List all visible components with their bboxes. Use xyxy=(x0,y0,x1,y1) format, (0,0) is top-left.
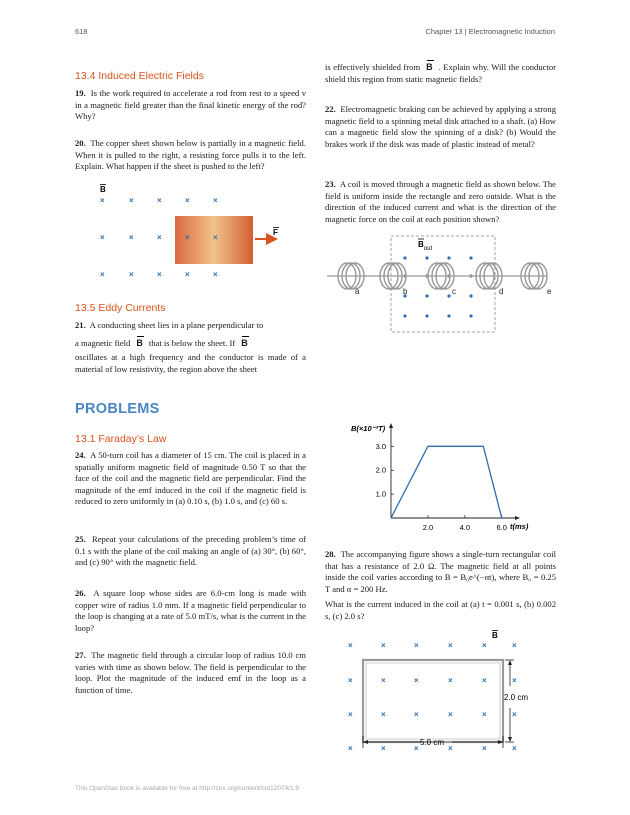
width-label: 5.0 cm xyxy=(420,738,445,747)
q21-line2b: that is below the sheet. If xyxy=(148,337,236,348)
chart-y-label: B(×10⁻³T) xyxy=(351,424,386,433)
field-x-mark: × xyxy=(381,710,386,719)
page-number: 618 xyxy=(75,27,88,36)
svg-text:×: × xyxy=(185,196,190,205)
svg-text:×: × xyxy=(213,233,218,242)
field-region xyxy=(391,236,495,332)
field-x-mark: × xyxy=(482,641,487,650)
q27-text: The magnetic field through a circular loop of radius 10.0 cm varies with time as shown below. The field is perpendicular to the loop. Plot the magnitude of the induced emf in the loop as a function of time. xyxy=(75,650,306,695)
question-21 xyxy=(75,320,306,375)
q25-text: Repeat your calculations of the preceding problem’s time of 0.1 s with the plane of the coil making an angle of (a) 30°, (b) 60°, and (c) 90° with the magnetic field. xyxy=(75,534,306,568)
svg-text:×: × xyxy=(157,270,162,279)
label-e: e xyxy=(547,287,552,296)
q24-number: 24. xyxy=(75,450,86,460)
field-x-mark: × xyxy=(512,744,517,753)
q25-number: 25. xyxy=(75,534,86,544)
q19-number: 19. xyxy=(75,88,86,98)
coil-field-figure xyxy=(325,234,560,334)
svg-text:×: × xyxy=(129,270,134,279)
q21-cont-a: is effectively shielded from xyxy=(325,62,421,72)
rect-coil-figure xyxy=(340,628,540,754)
question-21-continued xyxy=(325,62,556,85)
question-24 xyxy=(75,450,306,508)
svg-text:×: × xyxy=(185,270,190,279)
field-x-mark: × xyxy=(448,710,453,719)
question-22 xyxy=(325,104,556,150)
q21-line2a: a magnetic field xyxy=(75,337,131,348)
field-x-mark: × xyxy=(348,744,353,753)
q23-text: A coil is moved through a magnetic field as shown below. The field is uniform inside the rectangle and zero outside. What is the direction of the induced current and what is the direction of the magnetic force on the coil at each position shown? xyxy=(325,179,556,224)
svg-text:×: × xyxy=(185,233,190,242)
svg-text:×: × xyxy=(129,233,134,242)
q20-text: The copper sheet shown below is partially in a magnetic field. When it is pulled to the right, a resisting force pulls it to the left. Explain. What happen if the sheet is pushed to the left? xyxy=(75,138,306,172)
field-x-mark: × xyxy=(381,744,386,753)
label-a: a xyxy=(355,287,360,296)
field-x-mark: × xyxy=(348,710,353,719)
y-axis-arrow xyxy=(389,423,393,428)
section-13-5-heading: 13.5 Eddy Currents xyxy=(75,302,166,314)
question-27 xyxy=(75,650,306,696)
question-20 xyxy=(75,138,306,173)
label-b: b xyxy=(403,287,408,296)
q27-number: 27. xyxy=(75,650,86,660)
svg-text:×: × xyxy=(100,196,105,205)
field-x-mark: × xyxy=(381,676,386,685)
b-out-label: $B_{out}$ xyxy=(418,240,433,252)
problems-title: PROBLEMS xyxy=(75,401,160,417)
question-19 xyxy=(75,88,306,123)
field-x-mark: × xyxy=(512,641,517,650)
field-x-mark: × xyxy=(482,744,487,753)
field-x-mark: × xyxy=(348,641,353,650)
y-tick-label: 2.0 xyxy=(375,465,386,475)
q21-cont-b: . Explain why. Will the conductor shield this region from static magnetic fields? xyxy=(325,62,556,84)
chapter-title: Chapter 13 | Electromagnetic Induction xyxy=(425,27,555,36)
b-vector: B xyxy=(136,337,143,348)
field-x-mark: × xyxy=(512,676,517,685)
b-vector: B xyxy=(241,337,248,348)
q28-text-1: The accompanying figure shows a single-turn rectangular coil that has a resistance of 2.0 Ω. The magnetic field at all points inside the coil varies according to B = B₀e^(−αt), where B₀ = 0.25 T and α = 200 Hz. xyxy=(325,549,556,594)
label-c: c xyxy=(452,287,456,296)
field-x-mark: × xyxy=(482,676,487,685)
q26-text: A square loop whose sides are 6.0-cm long is made with copper wire of radius 1.0 mm. If a magnetic field perpendicular to the loop is changing at a rate of 5.0 mT/s, what is the current in the loop? xyxy=(75,588,307,633)
section-13-4-heading: 13.4 Induced Electric Fields xyxy=(75,70,204,82)
q22-text: Electromagnetic braking can be achieved by applying a strong magnetic field to a spinning metal disk attached to a shaft. (a) How can a magnetic field slow the spinning of a disk? (b) Would the brakes work if the disk was made of plastic instead of metal? xyxy=(325,104,557,149)
field-dots xyxy=(403,256,472,317)
field-x-mark: × xyxy=(414,641,419,650)
question-28 xyxy=(325,549,556,623)
b-field-label: B xyxy=(100,185,106,194)
y-tick-label: 1.0 xyxy=(375,489,386,499)
q24-text: A 50-turn coil has a diameter of 15 cm. The coil is placed in a spatially uniform magnetic field of magnitude 0.50 T so that the face of the coil and the magnetic field are perpendicular. Find the magnitude of the emf induced in the coil if the magnetic field is reduced to zero uniformly in (a) 0.10 s, (b) 1.0 s, and (c) 60 s. xyxy=(75,450,306,507)
footer-text: This OpenStax book is available for free at http://cnx.org/content/col12074/1.9 xyxy=(75,785,300,792)
chart-x-label: t(ms) xyxy=(510,522,529,531)
field-x-mark: × xyxy=(512,710,517,719)
q21-line1: A conducting sheet lies in a plane perpendicular to xyxy=(89,320,264,330)
x-tick-label: 4.0 xyxy=(459,523,471,532)
field-marks xyxy=(348,641,517,753)
svg-text:×: × xyxy=(213,270,218,279)
q26-number: 26. xyxy=(75,588,86,598)
q22-number: 22. xyxy=(325,104,336,114)
svg-text:×: × xyxy=(157,196,162,205)
field-x-mark: × xyxy=(482,710,487,719)
y-tick-label: 3.0 xyxy=(375,441,386,451)
question-25 xyxy=(75,534,306,569)
q23-number: 23. xyxy=(325,179,336,189)
label-d: d xyxy=(499,287,504,296)
x-tick-label: 2.0 xyxy=(422,523,434,532)
x-axis-arrow xyxy=(515,516,520,520)
question-26 xyxy=(75,588,306,634)
q20-number: 20. xyxy=(75,138,86,148)
svg-text:×: × xyxy=(129,196,134,205)
q21-number: 21. xyxy=(75,320,86,330)
q19-text: Is the work required to accelerate a rod from rest to a speed v in a magnetic field greater than the final kinetic energy of the rod? Why? xyxy=(75,88,306,122)
svg-text:×: × xyxy=(100,270,105,279)
coil-rectangle xyxy=(363,660,503,742)
b-vs-t-chart xyxy=(335,418,545,540)
q21-rest: oscillates at a high frequency and the conductor is made of a material of low resistivity, the region above the sheet xyxy=(75,352,306,374)
q28-text-2: What is the current induced in the coil at (a) t = 0.001 s, (b) 0.002 s, (c) 2.0 s? xyxy=(325,599,556,621)
field-x-mark: × xyxy=(448,744,453,753)
section-13-1-heading: 13.1 Faraday’s Law xyxy=(75,433,167,445)
svg-text:×: × xyxy=(213,196,218,205)
field-x-mark: × xyxy=(448,676,453,685)
copper-sheet-figure xyxy=(92,183,292,283)
chart-series-line xyxy=(391,446,502,518)
field-x-mark: × xyxy=(448,641,453,650)
field-x-mark: × xyxy=(348,676,353,685)
x-tick-label: 6.0 xyxy=(496,523,507,532)
svg-text:×: × xyxy=(157,233,162,242)
q28-number: 28. xyxy=(325,549,336,559)
svg-text:×: × xyxy=(100,233,105,242)
height-label: 2.0 cm xyxy=(504,693,529,702)
field-x-mark: × xyxy=(414,676,419,685)
force-label: F xyxy=(273,228,278,237)
b-vector: B xyxy=(426,62,433,72)
b-field-label: B xyxy=(492,631,498,640)
field-x-mark: × xyxy=(414,744,419,753)
field-x-mark: × xyxy=(414,710,419,719)
field-x-mark: × xyxy=(381,641,386,650)
question-23 xyxy=(325,179,556,225)
